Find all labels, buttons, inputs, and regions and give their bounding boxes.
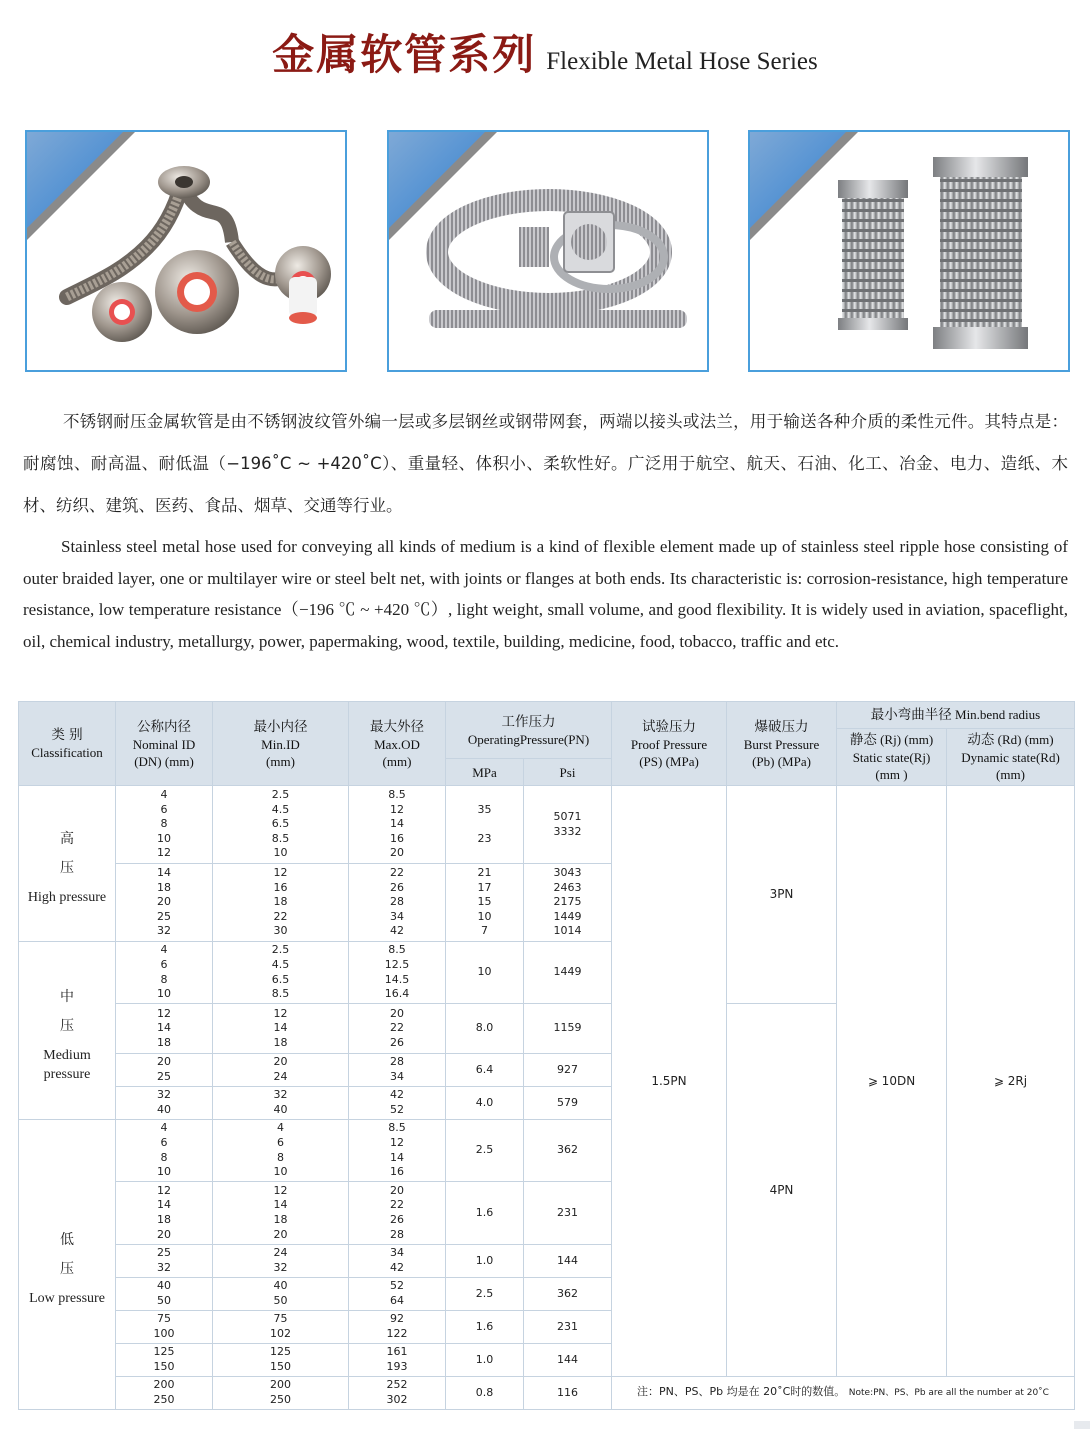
cell-mpa: 4.0 bbox=[446, 1087, 524, 1120]
cell-psi: 1159 bbox=[524, 1004, 612, 1054]
cell-maxod: 8.5 12.5 14.5 16.4 bbox=[349, 942, 446, 1004]
header-dynamic: 动态 (Rd) (mm) Dynamic state(Rd) (mm) bbox=[947, 729, 1075, 786]
cell-dn: 14 18 20 25 32 bbox=[116, 864, 213, 942]
footnote-en: Note:PN、PS、Pb are all the number at 20˚C bbox=[848, 1388, 1049, 1399]
cell-maxod: 22 26 28 34 42 bbox=[349, 864, 446, 942]
cell-psi: 144 bbox=[524, 1245, 612, 1278]
cell-psi: 231 bbox=[524, 1311, 612, 1344]
cell-minid: 125 150 bbox=[213, 1344, 349, 1377]
cell-maxod: 42 52 bbox=[349, 1087, 446, 1120]
cell-dn: 20 25 bbox=[116, 1054, 213, 1087]
header-proof-pressure: 试验压力 Proof Pressure (PS) (MPa) bbox=[612, 702, 727, 786]
cell-mpa: 1.6 bbox=[446, 1311, 524, 1344]
cell-mpa: 2.5 bbox=[446, 1120, 524, 1182]
title-chinese: 金属软管系列 bbox=[272, 30, 537, 79]
cell-maxod: 8.5 12 14 16 20 bbox=[349, 786, 446, 864]
cell-dn: 12 14 18 20 bbox=[116, 1182, 213, 1245]
class-cell-medium bbox=[19, 942, 116, 1120]
cell-dn: 125 150 bbox=[116, 1344, 213, 1377]
class-cell-high bbox=[19, 786, 116, 942]
class-char-1: 中 bbox=[60, 988, 74, 1005]
header-max-od: 最大外径 Max.OD (mm) bbox=[349, 702, 446, 786]
corrugated-hose-photo bbox=[387, 130, 709, 372]
cell-dn: 40 50 bbox=[116, 1278, 213, 1311]
class-char-2: 压 bbox=[60, 1261, 74, 1277]
cell-mpa: 1.0 bbox=[446, 1344, 524, 1377]
header-nominal-id: 公称内径 Nominal ID (DN) (mm) bbox=[116, 702, 213, 786]
flanged-hose-photo bbox=[25, 130, 347, 372]
cell-maxod: 52 64 bbox=[349, 1278, 446, 1311]
cell-minid: 24 32 bbox=[213, 1245, 349, 1278]
cell-minid: 40 50 bbox=[213, 1278, 349, 1311]
cell-psi: 144 bbox=[524, 1344, 612, 1377]
cell-maxod: 20 22 26 bbox=[349, 1004, 446, 1054]
class-char-1: 低 bbox=[60, 1232, 74, 1248]
cell-dn: 25 32 bbox=[116, 1245, 213, 1278]
cell-maxod: 28 34 bbox=[349, 1054, 446, 1087]
cell-minid: 12 14 18 20 bbox=[213, 1182, 349, 1245]
class-char-1: 高 bbox=[60, 831, 74, 847]
cell-mpa: 0.8 bbox=[446, 1377, 524, 1410]
cell-minid: 2.5 4.5 6.5 8.5 bbox=[213, 942, 349, 1004]
spec-table bbox=[18, 701, 1075, 1410]
header-psi: Psi bbox=[524, 759, 612, 786]
intro-english: Stainless steel metal hose used for conveying all kinds of medium is a kind of flexible element made up of stainless steel ripple hose consisting of outer braided layer, one or multilayer wire or steel belt net, with joints or flanges at both ends. Its characteristic is: corrosion-resistance, high temperature resistance, low temperature resistance（−196 ℃ ~ +420 ℃）, light weight, small volume, and good flexibility. It is widely used in aviation, spaceflight, oil, chemical industry, metallurgy, power, papermaking, wood, textile, building, medicine, food, tobacco, traffic and etc. bbox=[23, 537, 1068, 651]
cell-mpa: 8.0 bbox=[446, 1004, 524, 1054]
burst-pressure-low: 4PN bbox=[727, 1004, 837, 1377]
table-row bbox=[19, 1377, 1075, 1410]
cell-minid: 20 24 bbox=[213, 1054, 349, 1087]
cell-mpa: 2.5 bbox=[446, 1278, 524, 1311]
cell-minid: 12 16 18 22 30 bbox=[213, 864, 349, 942]
header-bend-radius: 最小弯曲半径 Min.bend radius bbox=[837, 702, 1075, 729]
header-mpa: MPa bbox=[446, 759, 524, 786]
cell-mpa: 10 bbox=[446, 942, 524, 1004]
cell-psi: 231 bbox=[524, 1182, 612, 1245]
cell-psi: 579 bbox=[524, 1087, 612, 1120]
table-row bbox=[19, 786, 1075, 864]
burst-pressure-high: 3PN bbox=[727, 786, 837, 1004]
cell-minid: 32 40 bbox=[213, 1087, 349, 1120]
class-english: Medium pressure bbox=[43, 1047, 91, 1082]
class-char-2: 压 bbox=[60, 860, 74, 876]
cell-psi: 116 bbox=[524, 1377, 612, 1410]
cell-dn: 75 100 bbox=[116, 1311, 213, 1344]
cell-mpa: 1.0 bbox=[446, 1245, 524, 1278]
footnote bbox=[612, 1377, 1075, 1410]
cell-psi: 362 bbox=[524, 1120, 612, 1182]
cell-psi: 3043 2463 2175 1449 1014 bbox=[524, 864, 612, 942]
cell-dn: 4 6 8 10 bbox=[116, 1120, 213, 1182]
class-english: High pressure bbox=[27, 890, 107, 905]
page-title bbox=[0, 22, 1090, 82]
cell-mpa: 21 17 15 10 7 bbox=[446, 864, 524, 942]
cell-psi: 1449 bbox=[524, 942, 612, 1004]
cell-minid: 4 6 8 10 bbox=[213, 1120, 349, 1182]
footnote-cn: 注：PN、PS、Pb 均是在 20˚C时的数值。 bbox=[637, 1385, 846, 1399]
cell-dn: 32 40 bbox=[116, 1087, 213, 1120]
cell-maxod: 252 302 bbox=[349, 1377, 446, 1410]
header-static: 静态 (Rj) (mm) Static state(Rj) (mm ) bbox=[837, 729, 947, 786]
dynamic-radius-value: ⩾ 2Rj bbox=[947, 786, 1075, 1377]
bellows-photo bbox=[748, 130, 1070, 372]
static-radius-value: ⩾ 10DN bbox=[837, 786, 947, 1377]
title-english: Flexible Metal Hose Series bbox=[546, 48, 818, 75]
cell-minid: 200 250 bbox=[213, 1377, 349, 1410]
class-english: Low pressure bbox=[29, 1291, 105, 1306]
cell-dn: 200 250 bbox=[116, 1377, 213, 1410]
header-burst-pressure: 爆破压力 Burst Pressure (Pb) (MPa) bbox=[727, 702, 837, 786]
cell-psi: 5071 3332 bbox=[524, 786, 612, 864]
cell-maxod: 92 122 bbox=[349, 1311, 446, 1344]
cell-mpa: 35 23 bbox=[446, 786, 524, 864]
cell-maxod: 20 22 26 28 bbox=[349, 1182, 446, 1245]
cell-dn: 12 14 18 bbox=[116, 1004, 213, 1054]
header-operating-pressure: 工作压力 OperatingPressure(PN) bbox=[446, 702, 612, 759]
proof-pressure-value: 1.5PN bbox=[612, 786, 727, 1377]
cell-maxod: 8.5 12 14 16 bbox=[349, 1120, 446, 1182]
cell-minid: 12 14 18 bbox=[213, 1004, 349, 1054]
cell-maxod: 161 193 bbox=[349, 1344, 446, 1377]
cell-dn: 4 6 8 10 bbox=[116, 942, 213, 1004]
header-min-id: 最小内径 Min.ID (mm) bbox=[213, 702, 349, 786]
cell-mpa: 1.6 bbox=[446, 1182, 524, 1245]
cell-psi: 927 bbox=[524, 1054, 612, 1087]
intro-chinese: 不锈钢耐压金属软管是由不锈钢波纹管外编一层或多层钢丝或钢带网套，两端以接头或法兰，用于输送各种介质的柔性元件。其特点是：耐腐蚀、耐高温、耐低温（−196˚C ~ +420˚C）、重量轻、体积小、柔软性好。广泛用于航空、航天、石油、化工、冶金、电力、造纸、木材、纺织、建筑、医药、食品、烟草、交通等行业。 bbox=[23, 412, 1068, 515]
cell-mpa: 6.4 bbox=[446, 1054, 524, 1087]
class-char-2: 压 bbox=[60, 1017, 74, 1034]
cell-maxod: 34 42 bbox=[349, 1245, 446, 1278]
cell-minid: 2.5 4.5 6.5 8.5 10 bbox=[213, 786, 349, 864]
cell-minid: 75 102 bbox=[213, 1311, 349, 1344]
header-classification: 类 别 Classification bbox=[19, 702, 116, 786]
class-cell-low bbox=[19, 1120, 116, 1410]
corner-mark bbox=[1074, 1421, 1090, 1429]
cell-dn: 4 6 8 10 12 bbox=[116, 786, 213, 864]
cell-psi: 362 bbox=[524, 1278, 612, 1311]
